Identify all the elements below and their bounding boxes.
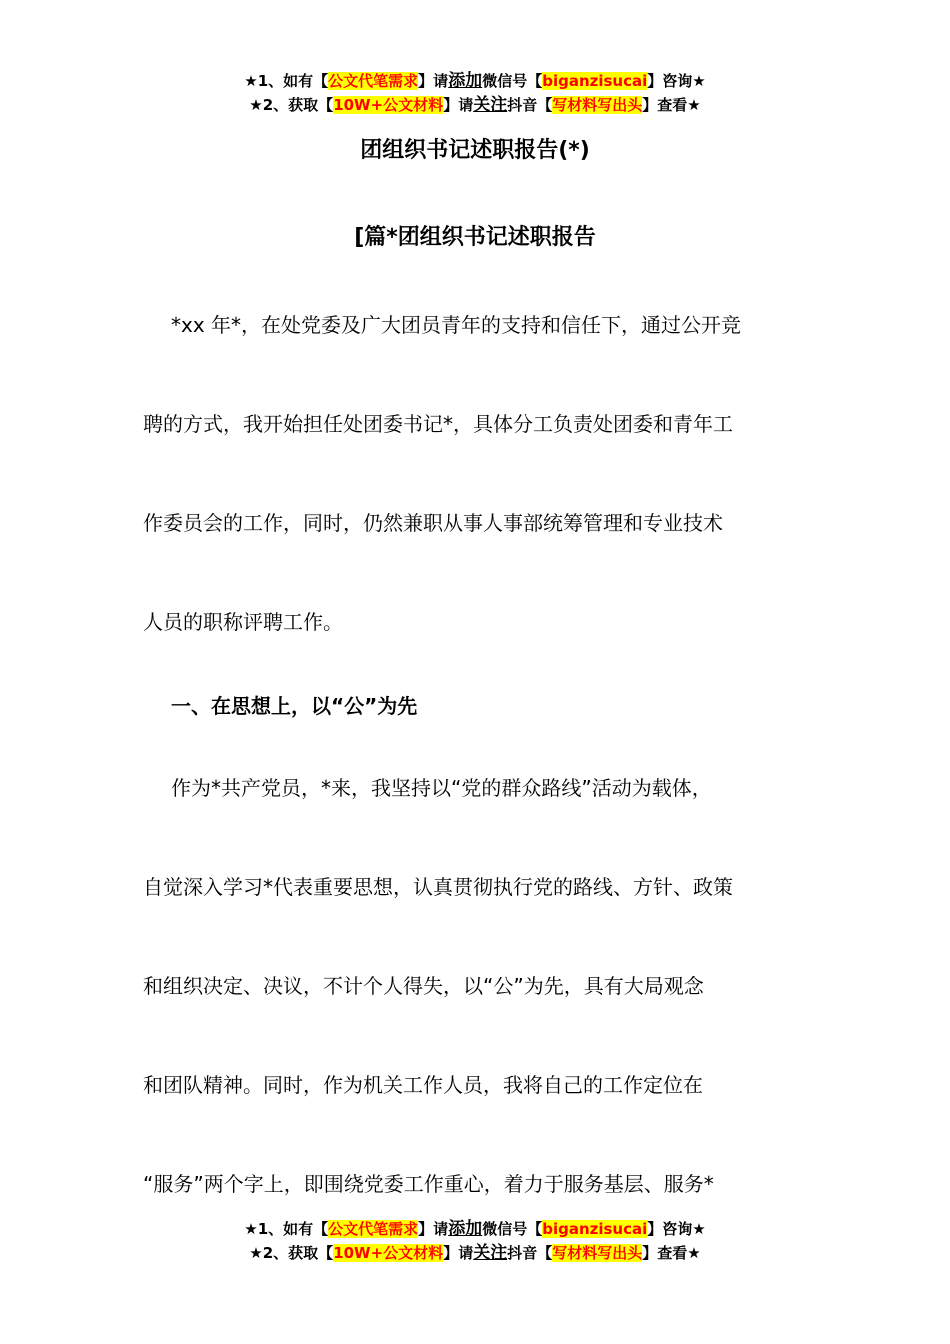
banner-text: ★2、获取【 <box>249 96 334 114</box>
paragraph-line: 和组织决定、决议，不计个人得失，以“公”为先，具有大局观念 <box>143 974 704 998</box>
banner-text: 微信号【 <box>482 1220 543 1238</box>
banner-text: 】请 <box>443 1244 474 1262</box>
banner-highlight: 写材料写出头 <box>552 96 643 114</box>
banner-highlight: 10W+公文材料 <box>333 96 444 114</box>
banner-text: 抖音【 <box>507 96 553 114</box>
banner-line-1 <box>0 69 950 93</box>
paragraph-line: 作委员会的工作，同时，仍然兼职从事人事部统筹管理和专业技术 <box>143 511 723 535</box>
paragraph-line: 作为*共产党员，*来，我坚持以“党的群众路线”活动为载体， <box>171 776 712 800</box>
banner-text: 】请 <box>443 96 474 114</box>
banner-text: 】请 <box>418 1220 449 1238</box>
banner-highlight: biganzisucai <box>542 1220 648 1238</box>
banner-text: 抖音【 <box>507 1244 553 1262</box>
banner-text: 】查看★ <box>642 96 701 114</box>
section-heading: 一、在思想上，以“公”为先 <box>171 694 418 718</box>
banner-highlight: 公文代笔需求 <box>328 72 419 90</box>
banner-highlight: biganzisucai <box>542 72 648 90</box>
banner-text: 】咨询★ <box>647 72 706 90</box>
banner-text: ★1、如有【 <box>244 72 329 90</box>
banner-line-2 <box>0 93 950 117</box>
paragraph-line: 聘的方式，我开始担任处团委书记*，具体分工负责处团委和青年工 <box>143 412 733 436</box>
banner-line-2 <box>0 1241 950 1265</box>
paragraph-line: 和团队精神。同时，作为机关工作人员，我将自己的工作定位在 <box>143 1073 703 1097</box>
banner-underline: 添加 <box>448 71 483 91</box>
banner-underline: 关注 <box>473 95 508 115</box>
banner-highlight: 写材料写出头 <box>552 1244 643 1262</box>
banner-text: ★1、如有【 <box>244 1220 329 1238</box>
paragraph-line: 人员的职称评聘工作。 <box>143 610 343 634</box>
banner-underline: 添加 <box>448 1219 483 1239</box>
paragraph-line: “服务”两个字上，即围绕党委工作重心，着力于服务基层、服务* <box>143 1172 714 1196</box>
banner-text: ★2、获取【 <box>249 1244 334 1262</box>
header-banner <box>0 69 950 117</box>
paragraph-line: *xx 年*，在处党委及广大团员青年的支持和信任下，通过公开竞 <box>171 313 742 337</box>
banner-text: 】咨询★ <box>647 1220 706 1238</box>
footer-banner <box>0 1217 950 1265</box>
paragraph-line: 自觉深入学习*代表重要思想，认真贯彻执行党的路线、方针、政策 <box>143 875 733 899</box>
banner-highlight: 公文代笔需求 <box>328 1220 419 1238</box>
banner-line-1 <box>0 1217 950 1241</box>
banner-text: 】查看★ <box>642 1244 701 1262</box>
banner-underline: 关注 <box>473 1243 508 1263</box>
banner-text: 微信号【 <box>482 72 543 90</box>
document-title: 团组织书记述职报告(*) <box>360 138 590 163</box>
banner-highlight: 10W+公文材料 <box>333 1244 444 1262</box>
document-subtitle: [篇*团组织书记述职报告 <box>354 225 596 250</box>
banner-text: 】请 <box>418 72 449 90</box>
